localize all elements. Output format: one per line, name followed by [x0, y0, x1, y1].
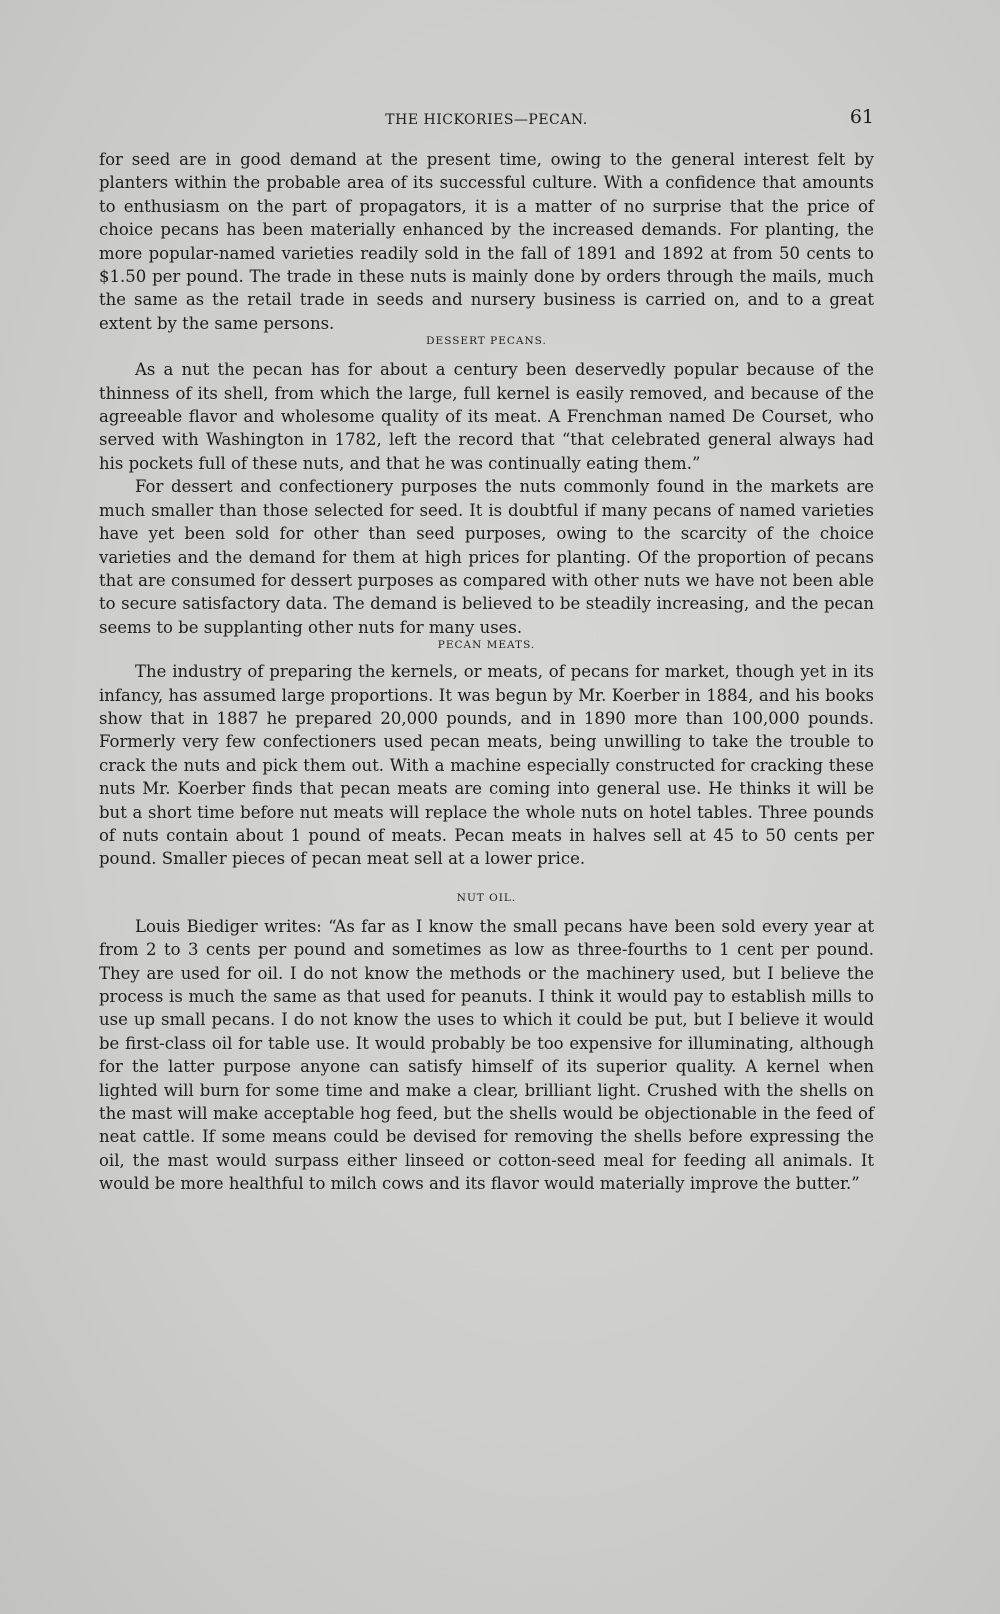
page-header [99, 106, 874, 136]
section-heading-nut-oil: NUT OIL. [456, 891, 517, 904]
intro-paragraph: for seed are in good demand at the present time, owing to the general interest felt by planters within the probable area of its successful culture. With a confidence that amounts to enthusiasm on the part of propagators, it is a matter of no surprise that the price of choice pecans has been materially enhanced by the increased demands. For planting, the more popular-named varieties readily sold in the fall of 1891 and 1892 at from 50 cents to $1.50 per pound. The trade in these nuts is mainly done by orders through the mails, much the same as the retail trade in seeds and nursery business is carried on, and to a great extent by the same persons. [99, 150, 874, 333]
pecan-meats-paragraph: The industry of preparing the kernels, or meats, of pecans for market, though yet in its infancy, has assumed large proportions. It was begun by Mr. Koerber in 1884, and his books show that in 1887 he prepared 20,000 pounds, and in 1890 more than 100,000 pounds. Formerly very few confectioners used pecan meats, being unwilling to take the trouble to crack the nuts and pick them out. With a machine especially constructed for cracking these nuts Mr. Koerber finds that pecan meats are coming into general use. He thinks it will be but a short time before nut meats will replace the whole nuts on hotel tables. Three pounds of nuts contain about 1 pound of meats. Pecan meats in halves sell at 45 to 50 cents per pound. Smaller pieces of pecan meat sell at a lower price. [99, 662, 874, 869]
section-heading-pecan-meats: PECAN MEATS. [437, 639, 536, 652]
running-head: THE HICKORIES—PECAN. [385, 112, 588, 128]
dessert-pecans-paragraph-1: As a nut the pecan has for about a century been deservedly popular because of the thinness of its shell, from which the large, full kernel is easily removed, and because of the agreeable flavor and wholesome quality of its meat. A Frenchman named De Courset, who served with Washington in 1782, left the record that “that celebrated general always had his pockets full of these nuts, and that he was continually eating them.” [99, 360, 874, 473]
dessert-pecans-paragraph-2: For dessert and confectionery purposes the nuts commonly found in the markets are much smaller than those selected for seed. It is doubtful if many pecans of named varieties have yet been sold for other than seed purposes, owing to the scarcity of the choice varieties and the demand for them at high prices for planting. Of the proportion of pecans that are consumed for dessert purposes as compared with other nuts we have not been able to secure satisfactory data. The demand is believed to be steadily increasing, and the pecan seems to be supplanting other nuts for many uses. [99, 477, 874, 637]
page-number: 61 [849, 106, 874, 128]
nut-oil-paragraph: Louis Biediger writes: “As far as I know the small pecans have been sold every year at from 2 to 3 cents per pound and sometimes as low as three-fourths to 1 cent per pound. They are used for oil. I do not know the methods or the machinery used, but I believe the process is much the same as that used for peanuts. I think it would pay to establish mills to use up small pecans. I do not know the uses to which it could be put, but I believe it would be first-class oil for table use. It would probably be too expensive for illuminating, although for the latter purpose anyone can satisfy himself of its superior quality. A kernel when lighted will burn for some time and make a clear, brilliant light. Crushed with the shells on the mast will make acceptable hog feed, but the shells would be objectionable in the feed of neat cattle. If some means could be devised for removing the shells before expressing the oil, the mast would surpass either linseed or cotton-seed meal for feeding all animals. It would be more healthful to milch cows and its flavor would materially improve the butter.” [99, 916, 874, 1194]
section-heading-dessert-pecans: DESSERT PECANS. [426, 335, 547, 348]
page-content [99, 106, 874, 1196]
